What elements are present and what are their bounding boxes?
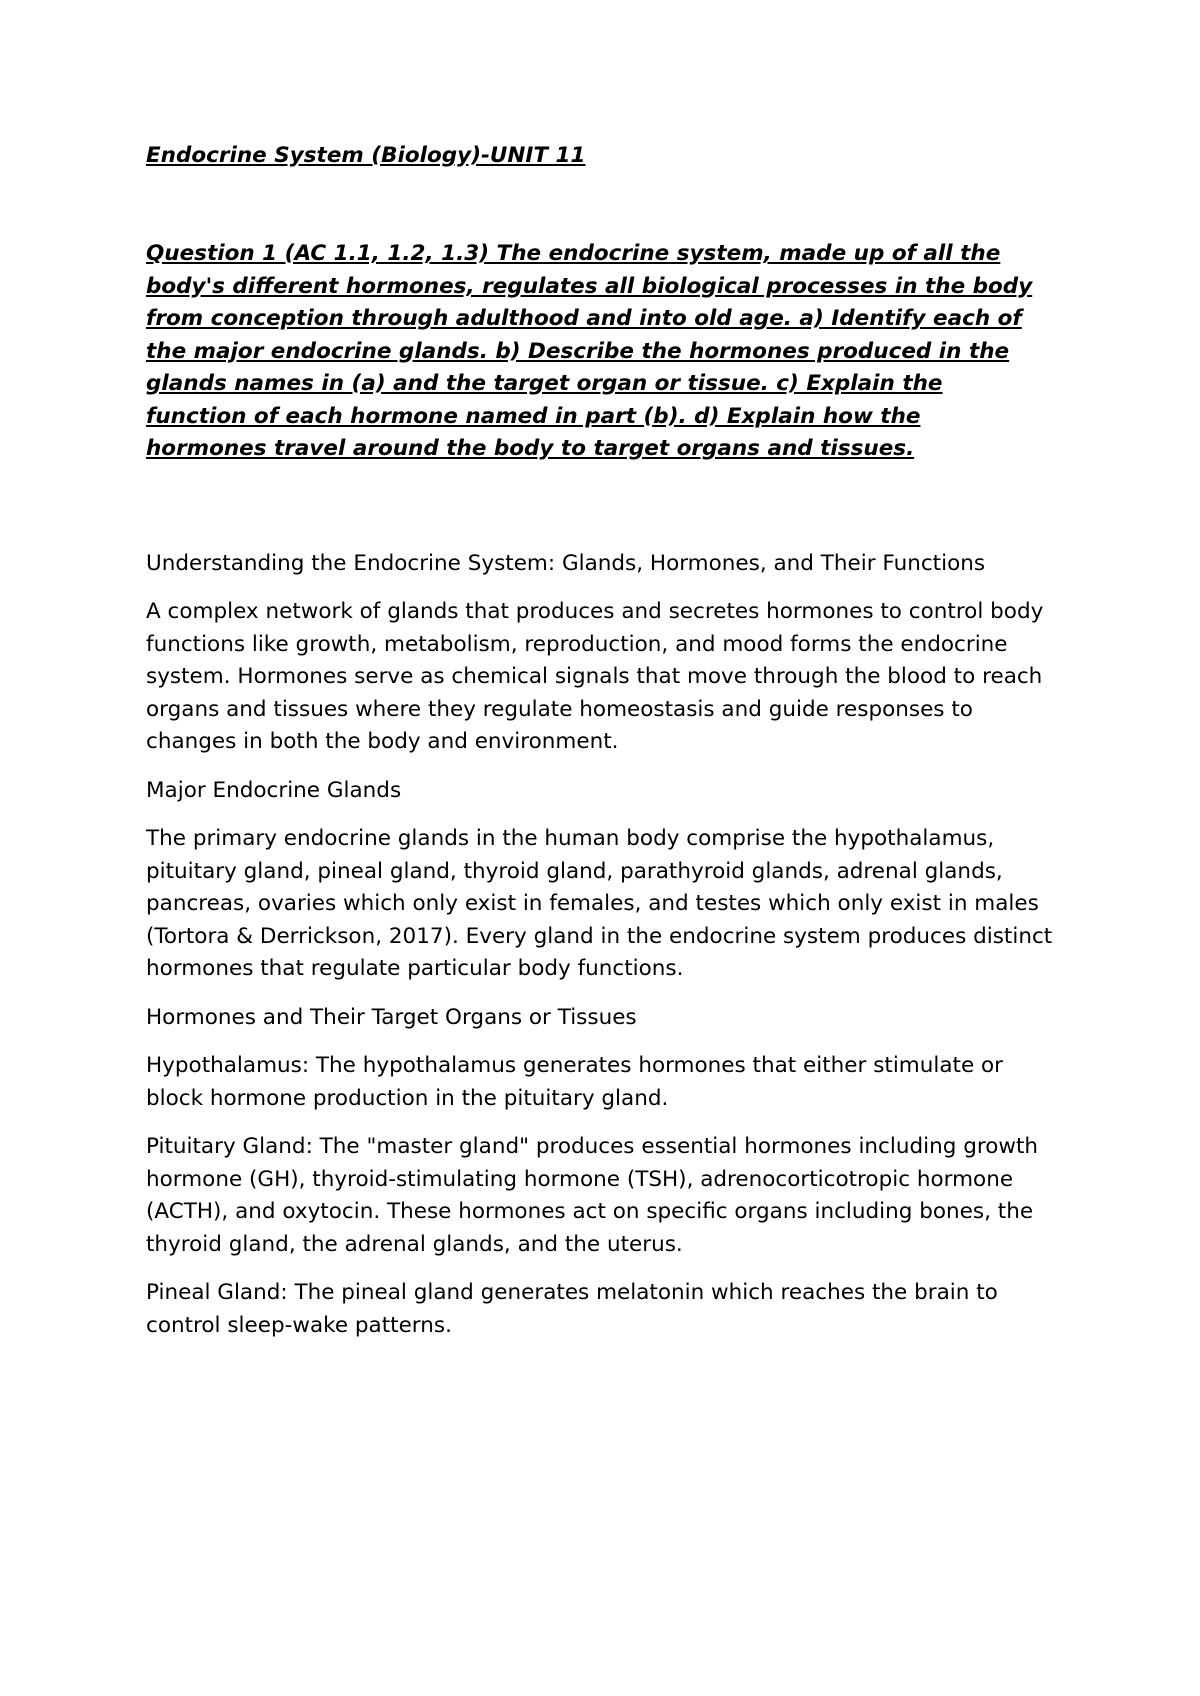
understanding-heading: Understanding the Endocrine System: Glands, Hormones, and Their Functions bbox=[146, 550, 986, 576]
major-glands-paragraph: The primary endocrine glands in the human body comprise the hypothalamus, pituitary gland, pineal gland, thyroid gland, parathyroid glands, adrenal glands, pancreas, ovaries which only exist in females, and testes which only exist in males (Tortora & Derrickson, 2017). Every gland in the endocrine system produces distinct hormones that regulate particular body functions. bbox=[146, 826, 1053, 981]
hypothalamus-paragraph: Hypothalamus: The hypothalamus generates hormones that either stimulate or block hormone production in the pituitary gland. bbox=[146, 1053, 1004, 1111]
question-prompt: Question 1 (AC 1.1, 1.2, 1.3) The endocrine system, made up of all the body's different hormones, regulates all biological processes in the body from conception through adulthood and into old age. a) Identify each of the major endocrine glands. b) Describe the hormones produced in the glands names in (a) and the target organ or tissue. c) Explain the function of each hormone named in part (b). d) Explain how the hormones travel around the body to target organs and tissues. bbox=[146, 241, 1033, 461]
hormones-heading: Hormones and Their Target Organs or Tissues bbox=[146, 1004, 637, 1030]
pituitary-paragraph: Pituitary Gland: The "master gland" produces essential hormones including growth hormone (GH), thyroid-stimulating hormone (TSH), adrenocorticotropic hormone (ACTH), and oxytocin. These hormones act on specific organs including bones, the thyroid gland, the adrenal glands, and the uterus. bbox=[146, 1134, 1038, 1257]
document-title: Endocrine System (Biology)-UNIT 11 bbox=[146, 143, 586, 168]
major-glands-heading: Major Endocrine Glands bbox=[146, 777, 402, 803]
intro-paragraph: A complex network of glands that produces and secretes hormones to control body functions like growth, metabolism, reproduction, and mood forms the endocrine system. Hormones serve as chemical signals that move through the blood to reach organs and tissues where they regulate homeostasis and guide responses to changes in both the body and environment. bbox=[146, 599, 1044, 754]
document-page bbox=[146, 140, 1066, 1358]
pineal-paragraph: Pineal Gland: The pineal gland generates melatonin which reaches the brain to control sleep-wake patterns. bbox=[146, 1280, 998, 1338]
